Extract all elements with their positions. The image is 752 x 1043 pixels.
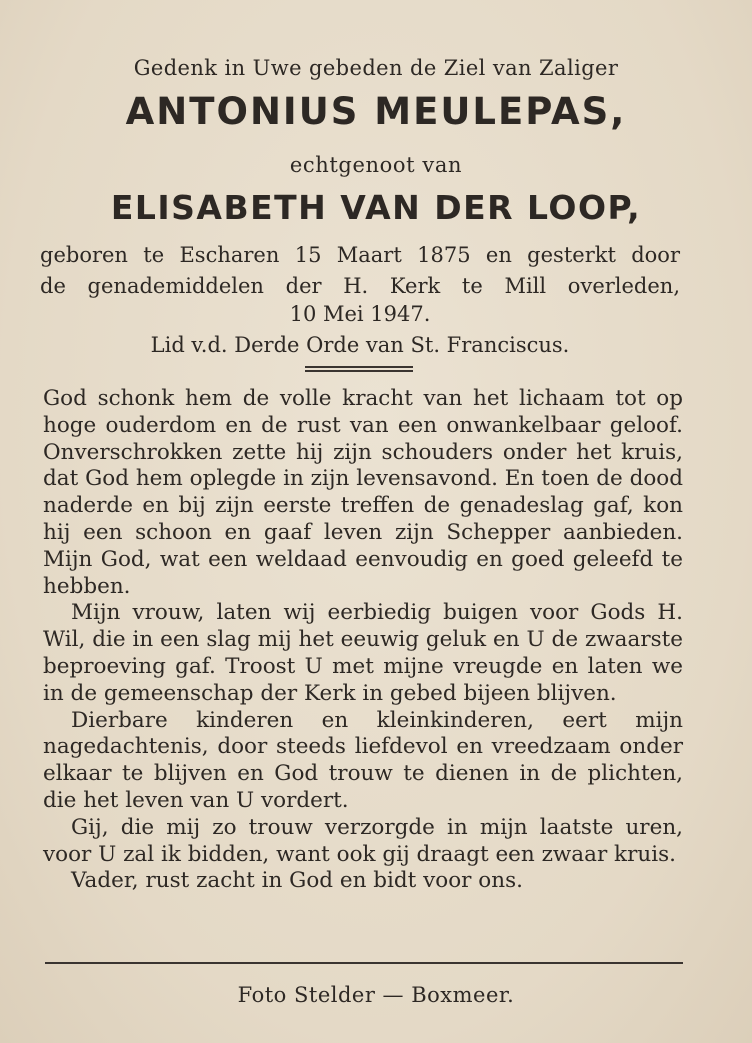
bio-line-2: de genademiddelen der H. Kerk te Mill overleden, [40, 274, 680, 298]
double-divider [305, 366, 413, 372]
paragraph-2: Mijn vrouw, laten wij eerbiedig buigen voor Gods H. Wil, die in een slag mij het eeuwig geluk en U de zwaarste beproeving gaf. Troost U met mijne vreugde en laten we in de gemeenschap der Kerk in gebed bijeen blijven. [43, 600, 683, 706]
bio-line-3: 10 Mei 1947. [289, 302, 431, 326]
paragraph-1: God schonk hem de volle kracht van het lichaam tot op hoge ouderdom en de rust van een onwankelbaar geloof. Onverschrokken zette hij zijn schouders onder het kruis, dat God hem oplegde in zijn levensavond. En toen de dood naderde en bij zijn eerste treffen de genadeslag gaf, kon hij een schoon en gaaf leven zijn Schepper aanbieden. Mijn God, wat een weldaad eenvoudig en goed geleefd te hebben. [43, 386, 683, 599]
bio-line-1: geboren te Escharen 15 Maart 1875 en gesterkt door [40, 243, 680, 267]
bio-line-4: Lid v.d. Derde Orde van St. Franciscus. [150, 333, 570, 357]
photo-credit: Foto Stelder — Boxmeer. [237, 983, 515, 1007]
intro-line: Gedenk in Uwe gebeden de Ziel van Zaliger [133, 56, 619, 80]
footer-divider [45, 962, 683, 964]
spouse-name: ELISABETH VAN DER LOOP, [110, 188, 642, 227]
paragraph-4: Gij, die mij zo trouw verzorgde in mijn laatste uren, voor U zal ik bidden, want ook gij draagt een zwaar kruis. [43, 814, 683, 867]
paragraph-3: Dierbare kinderen en kleinkinderen, eert mijn nagedachtenis, door steeds liefdevol en vreedzaam onder elkaar te blijven en God trouw te dienen in de plichten, die het leven van U vordert. [43, 707, 683, 813]
deceased-name: ANTONIUS MEULEPAS, [125, 90, 627, 133]
relation-line: echtgenoot van [289, 153, 463, 177]
paragraph-5: Vader, rust zacht in God en bidt voor ons. [71, 868, 523, 894]
bio-block [40, 240, 680, 302]
memorial-text [43, 386, 683, 895]
